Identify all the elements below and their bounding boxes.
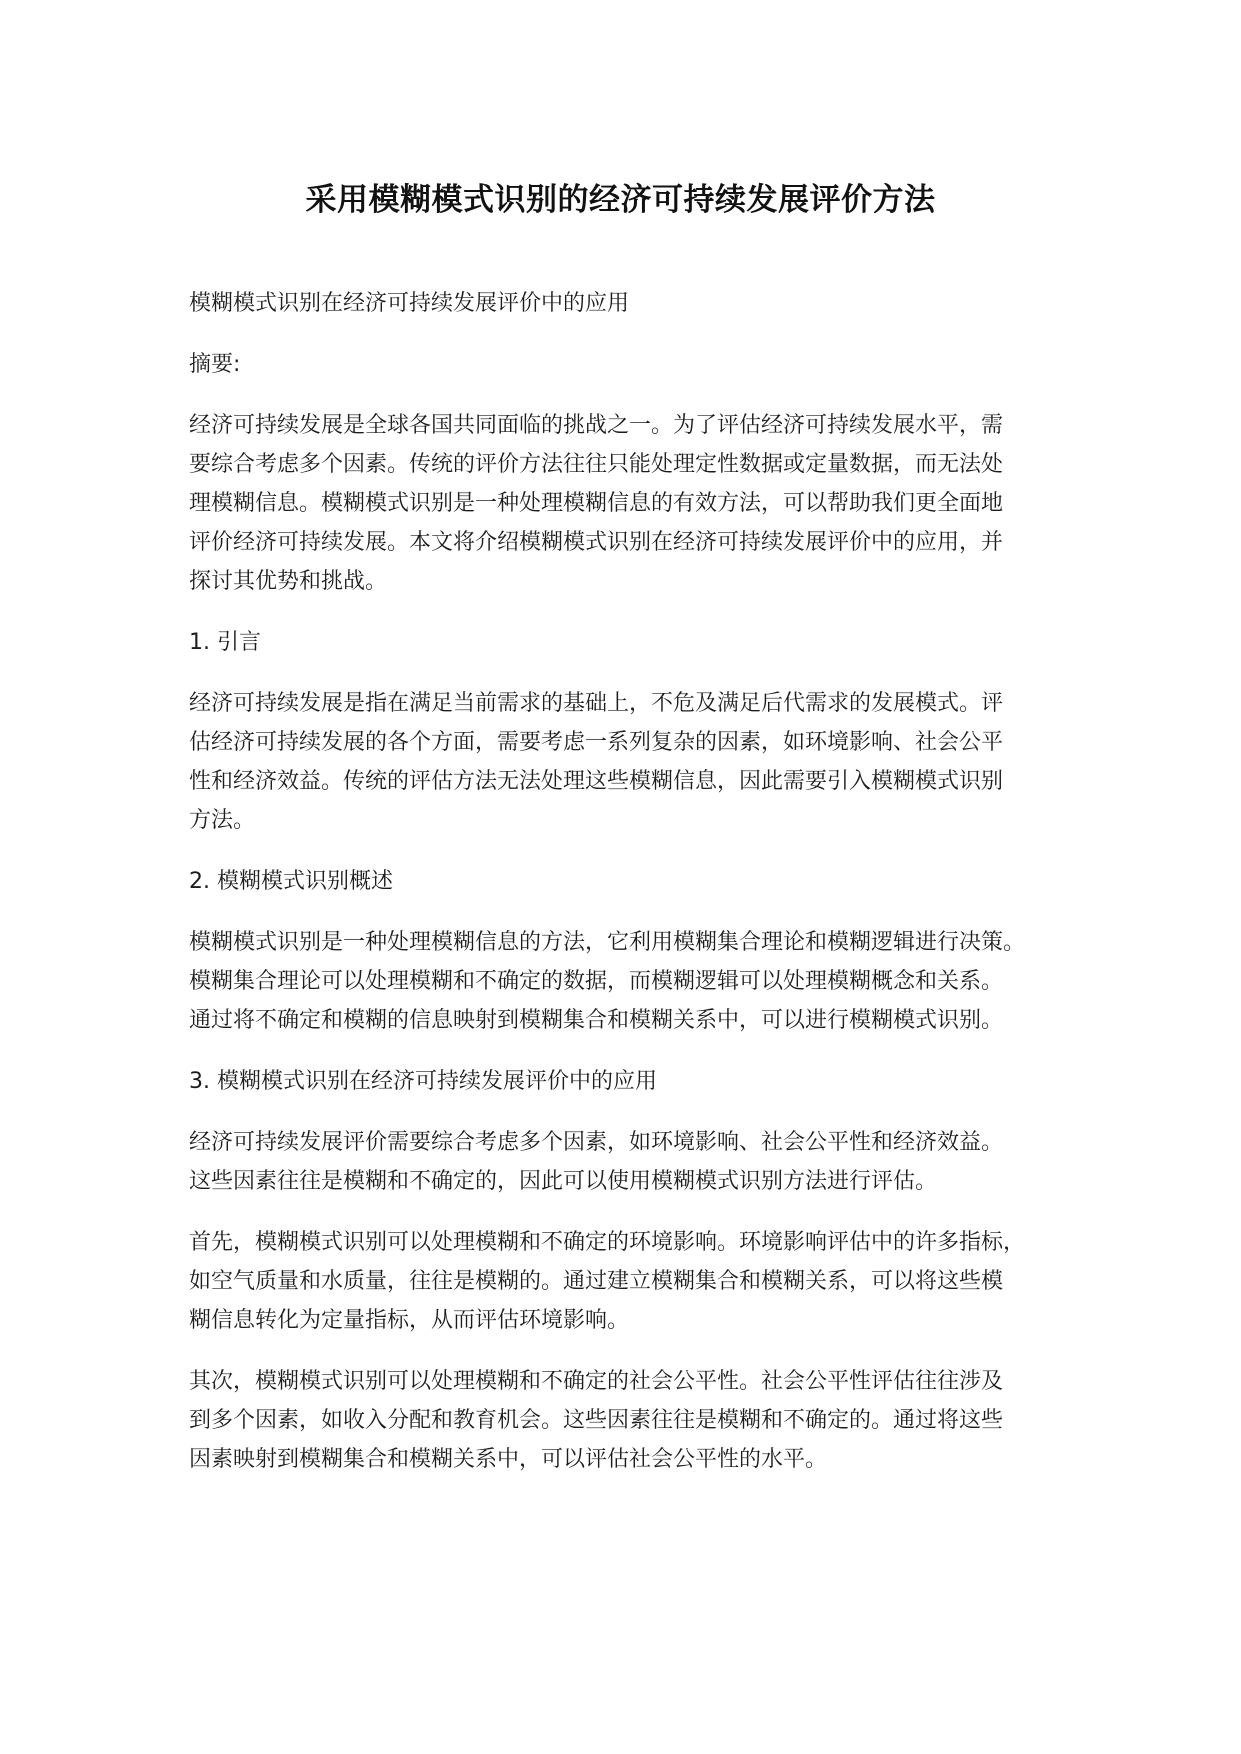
application-paragraph: 经济可持续发展评价需要综合考虑多个因素，如环境影响、社会公平性和经济效益。 这些因素往往是模糊和不确定的，因此可以使用模糊模式识别方法进行评估。 <box>189 1130 1004 1194</box>
abstract-label: 摘要: <box>189 352 241 377</box>
subtitle: 模糊模式识别在经济可持续发展评价中的应用 <box>189 291 630 316</box>
section-heading-introduction: 1. 引言 <box>189 630 261 655</box>
section-heading-application: 3. 模糊模式识别在经济可持续发展评价中的应用 <box>189 1069 657 1094</box>
section-heading-overview: 2. 模糊模式识别概述 <box>189 869 393 894</box>
introduction-paragraph: 经济可持续发展是指在满足当前需求的基础上，不危及满足后代需求的发展模式。评 估经济可持续发展的各个方面，需要考虑一系列复杂的因素，如环境影响、社会公平 性和经济效益。传统的评估方法无法处理这些模糊信息，因此需要引入模糊模式识别 方法。 <box>189 691 1004 833</box>
document-body <box>189 284 1074 1501</box>
document-title: 采用模糊模式识别的经济可持续发展评价方法 <box>305 182 936 218</box>
overview-paragraph: 模糊模式识别是一种处理模糊信息的方法，它利用模糊集合理论和模糊逻辑进行决策。 模糊集合理论可以处理模糊和不确定的数据，而模糊逻辑可以处理模糊概念和关系。 通过将不确定和模糊的信息映射到模糊集合和模糊关系中，可以进行模糊模式识别。 <box>189 930 1026 1033</box>
social-equity-paragraph: 其次，模糊模式识别可以处理模糊和不确定的社会公平性。社会公平性评估往往涉及 到多个因素，如收入分配和教育机会。这些因素往往是模糊和不确定的。通过将这些 因素映射到模糊集合和模糊关系中，可以评估社会公平性的水平。 <box>189 1369 1004 1472</box>
abstract-paragraph: 经济可持续发展是全球各国共同面临的挑战之一。为了评估经济可持续发展水平，需 要综合考虑多个因素。传统的评价方法往往只能处理定性数据或定量数据，而无法处 理模糊信息。模糊模式识别是一种处理模糊信息的有效方法，可以帮助我们更全面地 评价经济可持续发展。本文将介绍模糊模式识别在经济可持续发展评价中的应用，并 探讨其优势和挑战。 <box>189 413 1004 594</box>
environment-paragraph: 首先，模糊模式识别可以处理模糊和不确定的环境影响。环境影响评估中的许多指标， 如空气质量和水质量，往往是模糊的。通过建立模糊集合和模糊关系，可以将这些模 糊信息转化为定量指标，从而评估环境影响。 <box>189 1230 1026 1333</box>
